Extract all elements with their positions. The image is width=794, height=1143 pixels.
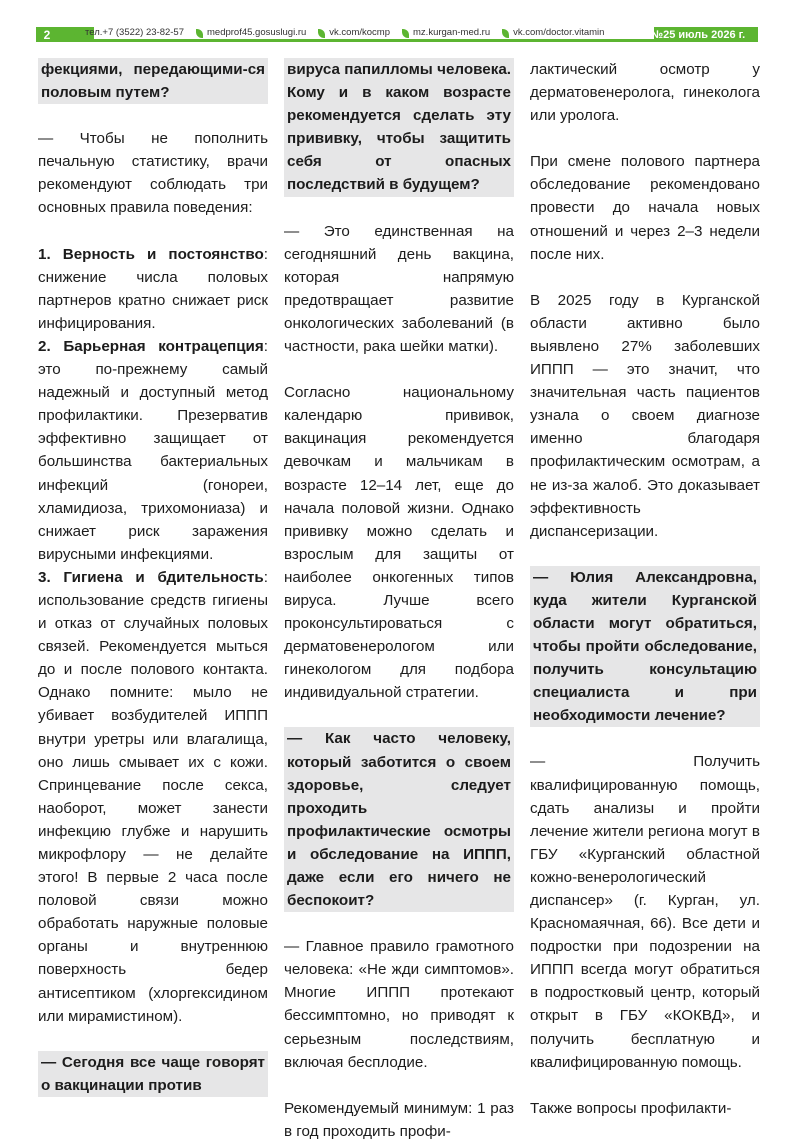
- rule-text: : использование средств гигиены и отказ от случайных половых связей. Рекомендуется мыться до и после полового контакта. Однако помните: мыло не убивает возбудителей ИППП внутри уретры или влагалища, оно лишь смывает их с кожи. Спринцевание после секса, наоборот, может занести инфекцию глубже и нарушить микрофлору — не делайте этого! В первые 2 часа после половой связи можно обработать наружные половые органы и внутреннюю поверхность бедер антисептиком (хлоргексидином или мирамистином).: [38, 568, 268, 1025]
- rule-2: [38, 335, 268, 566]
- leaf-icon: [402, 29, 409, 38]
- rule-title: 3. Гигиена и бдительность: [38, 568, 264, 586]
- contact-site-link[interactable]: medprof45.gosuslugi.ru: [196, 26, 306, 40]
- column-1: [38, 58, 268, 1097]
- contact-phone: тел.+7 (3522) 23-82-57: [74, 26, 184, 40]
- answer-paragraph: — Главное правило грамотного человека: «Не жди симптомов». Многие ИППП протекают бессимптомно, но приводят к серьезным последствиям, включая бесплодие.: [284, 938, 514, 1071]
- page-header: [36, 27, 758, 43]
- rule-text: : это по-прежнему самый надежный и доступный метод профилактики. Презерватив эффективно защищает от большинства бактериальных инфекций (гонореи, хламидиоза, трихомониаза) и снижает риск заражения вирусными инфекциями.: [38, 337, 268, 563]
- answer-paragraph: При смене полового партнера обследование рекомендовано провести до начала новых отношений и через 2–3 недели после них.: [530, 153, 760, 263]
- leaf-icon: [502, 29, 509, 38]
- rule-title: 1. Верность и постоянство: [38, 245, 264, 263]
- answer-paragraph: — Это единственная на сегодняшний день вакцина, которая напрямую предотвращает развитие онкологических заболеваний (в частности, рака шейки матки).: [284, 222, 514, 356]
- contact-vk2-link[interactable]: vk.com/doctor.vitamin: [502, 26, 604, 40]
- answer-paragraph: лактический осмотр у дерматовенеролога, гинеколога или уролога.: [530, 61, 760, 125]
- leaf-icon: [196, 29, 203, 38]
- contact-site2-link[interactable]: mz.kurgan-med.ru: [402, 26, 490, 40]
- leaf-icon: [74, 29, 81, 38]
- rule-text: : снижение числа половых партнеров кратно снижает риск инфицирования.: [38, 245, 268, 332]
- rule-1: [38, 243, 268, 335]
- question-block: — Как часто человеку, который заботится о своем здоровье, следует проходить профилактические осмотры и обследование на ИППП, даже если его ничего не беспокоит?: [284, 727, 514, 912]
- answer-paragraph: Также вопросы профилакти-: [530, 1099, 732, 1117]
- leaf-icon: [318, 29, 325, 38]
- question-block: — Сегодня все чаще говорят о вакцинации против: [38, 1051, 268, 1097]
- rule-3: [38, 566, 268, 1028]
- issue-label: №25 июль 2026 г.: [650, 29, 746, 41]
- answer-paragraph: — Получить квалифицированную помощь, сдать анализы и пройти лечение жители региона могут в ГБУ «Курганский областной кожно-венерологический диспансер» (г. Курган, ул. Красномаячная, 66). Все дети и подростки при подозрении на ИППП всегда могут обратиться в подростковый центр, который открыт в ГБУ «КОКВД», и получить бесплатную и квалифицированную помощь.: [530, 753, 760, 1071]
- answer-paragraph: — Чтобы не пополнить печальную статистику, врачи рекомендуют соблюдать три основных правила поведения:: [38, 130, 268, 217]
- column-2: [284, 58, 514, 1143]
- question-tail: вируса папилломы человека. Кому и в каком возрасте рекомендуется сделать эту прививку, чтобы защитить себя от опасных последствий в будущем?: [284, 58, 514, 197]
- column-3: [530, 58, 760, 1120]
- answer-paragraph: В 2025 году в Курганской области активно было выявлено 27% заболевших ИППП — это значит, что значительная часть пациентов узнала о своем диагнозе именно благодаря профилактическим осмотрам, а не из-за жалоб. Это доказывает эффективность диспансеризации.: [530, 291, 760, 540]
- header-contacts: [74, 26, 616, 40]
- page-number: 2: [39, 28, 55, 42]
- answer-paragraph: Согласно национальному календарю прививок, вакцинация рекомендуется девочкам и мальчикам в возрасте 12–14 лет, еще до начала половой жизни. Однако прививку можно сделать и взрослым для защиты от наиболее онкогенных типов вируса. Лучше всего проконсультироваться с дерматовенерологом или гинекологом для подбора индивидуальной стратегии.: [284, 384, 514, 702]
- rule-title: 2. Барьерная контрацепция: [38, 337, 264, 355]
- answer-paragraph: Рекомендуемый минимум: 1 раз в год проходить профи-: [284, 1099, 514, 1140]
- question-block: — Юлия Александровна, куда жители Курганской области могут обратиться, чтобы пройти обследование, получить консультацию специалиста и при необходимости лечение?: [530, 566, 760, 728]
- contact-vk-link[interactable]: vk.com/kocmp: [318, 26, 390, 40]
- question-tail: фекциями, передающими-ся половым путем?: [38, 58, 268, 104]
